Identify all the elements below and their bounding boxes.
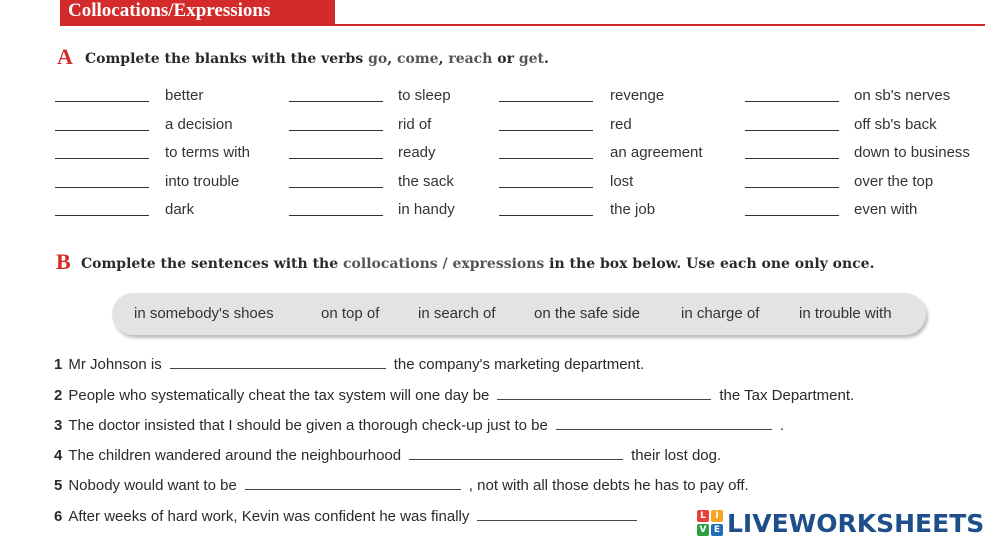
section-a-instruction: Complete the blanks with the verbs go, come, reach or get. xyxy=(85,51,549,67)
sentence-3: 3 The doctor insisted that I should be given a thorough check-up just to be . xyxy=(54,417,784,434)
expression-chip[interactable]: in charge of xyxy=(681,305,760,322)
answer-blank[interactable] xyxy=(499,101,593,102)
section-b-instruction: Complete the sentences with the collocations / expressions in the box below. Use each one only once. xyxy=(81,256,875,272)
phrase-label: to terms with xyxy=(165,144,251,161)
sentence-1: 1 Mr Johnson is the company's marketing department. xyxy=(54,356,645,373)
phrase-label: into trouble xyxy=(165,172,240,190)
sentence-5: 5 Nobody would want to be , not with all those debts he has to pay off. xyxy=(54,477,749,494)
liveworksheets-logo xyxy=(697,506,984,540)
page-title: Collocations/Expressions xyxy=(68,0,271,21)
phrase-label: dark xyxy=(165,201,195,218)
expression-chip[interactable]: in trouble with xyxy=(799,305,892,322)
expression-chip[interactable]: on the safe side xyxy=(534,305,640,322)
sentence-6: 6 After weeks of hard work, Kevin was confident he was finally xyxy=(54,507,645,527)
phrase-label: even with xyxy=(854,201,918,218)
phrase-label: over the top xyxy=(854,172,934,190)
answer-blank[interactable] xyxy=(55,158,149,159)
answer-blank[interactable] xyxy=(55,187,149,188)
answer-blank[interactable] xyxy=(499,187,593,188)
answer-blank[interactable] xyxy=(745,158,839,159)
answer-blank[interactable] xyxy=(745,101,839,102)
phrase-label: on sb's nerves xyxy=(854,87,951,104)
phrase-label: ready xyxy=(398,144,436,161)
sentence-blank[interactable] xyxy=(556,416,772,430)
answer-blank[interactable] xyxy=(745,187,839,188)
expressions-box xyxy=(112,293,926,335)
section-a-letter: A xyxy=(57,44,73,69)
sentence-blank[interactable] xyxy=(497,386,711,400)
sentence-2: 2 People who systematically cheat the tax system will one day be the Tax Department. xyxy=(54,387,855,404)
answer-blank[interactable] xyxy=(499,158,593,159)
phrase-label: a decision xyxy=(165,115,233,133)
phrase-label: to sleep xyxy=(398,87,451,104)
answer-blank[interactable] xyxy=(499,215,593,216)
phrase-label: an agreement xyxy=(610,144,703,161)
phrase-label: lost xyxy=(610,172,634,190)
header-divider xyxy=(335,24,985,26)
answer-blank[interactable] xyxy=(289,187,383,188)
phrase-label: the job xyxy=(610,201,656,218)
sentence-blank[interactable] xyxy=(245,476,461,490)
phrase-label: in handy xyxy=(398,201,455,218)
answer-blank[interactable] xyxy=(55,215,149,216)
phrase-label: the sack xyxy=(398,172,454,190)
answer-blank[interactable] xyxy=(289,158,383,159)
expression-chip[interactable]: in search of xyxy=(418,305,496,322)
phrase-label: down to business xyxy=(854,144,970,161)
answer-blank[interactable] xyxy=(289,101,383,102)
sentence-4: 4 The children wandered around the neighbourhood their lost dog. xyxy=(54,447,722,464)
sentence-blank[interactable] xyxy=(477,507,637,521)
sentence-blank[interactable] xyxy=(409,446,623,460)
phrase-label: rid of xyxy=(398,115,432,133)
answer-blank[interactable] xyxy=(499,130,593,131)
sentence-blank[interactable] xyxy=(170,355,386,369)
liveworksheets-icon: L I V E xyxy=(697,510,723,536)
phrase-label: off sb's back xyxy=(854,115,937,133)
answer-blank[interactable] xyxy=(55,130,149,131)
expression-chip[interactable]: on top of xyxy=(321,305,380,322)
phrase-label: better xyxy=(165,87,204,104)
phrase-label: red xyxy=(610,115,632,133)
answer-blank[interactable] xyxy=(745,215,839,216)
liveworksheets-text: LIVEWORKSHEETS xyxy=(727,508,985,538)
answer-blank[interactable] xyxy=(289,215,383,216)
answer-blank[interactable] xyxy=(745,130,839,131)
section-b-letter: B xyxy=(56,249,71,274)
answer-blank[interactable] xyxy=(55,101,149,102)
phrase-label: revenge xyxy=(610,87,665,104)
answer-blank[interactable] xyxy=(289,130,383,131)
expression-chip[interactable]: in somebody's shoes xyxy=(134,305,274,322)
